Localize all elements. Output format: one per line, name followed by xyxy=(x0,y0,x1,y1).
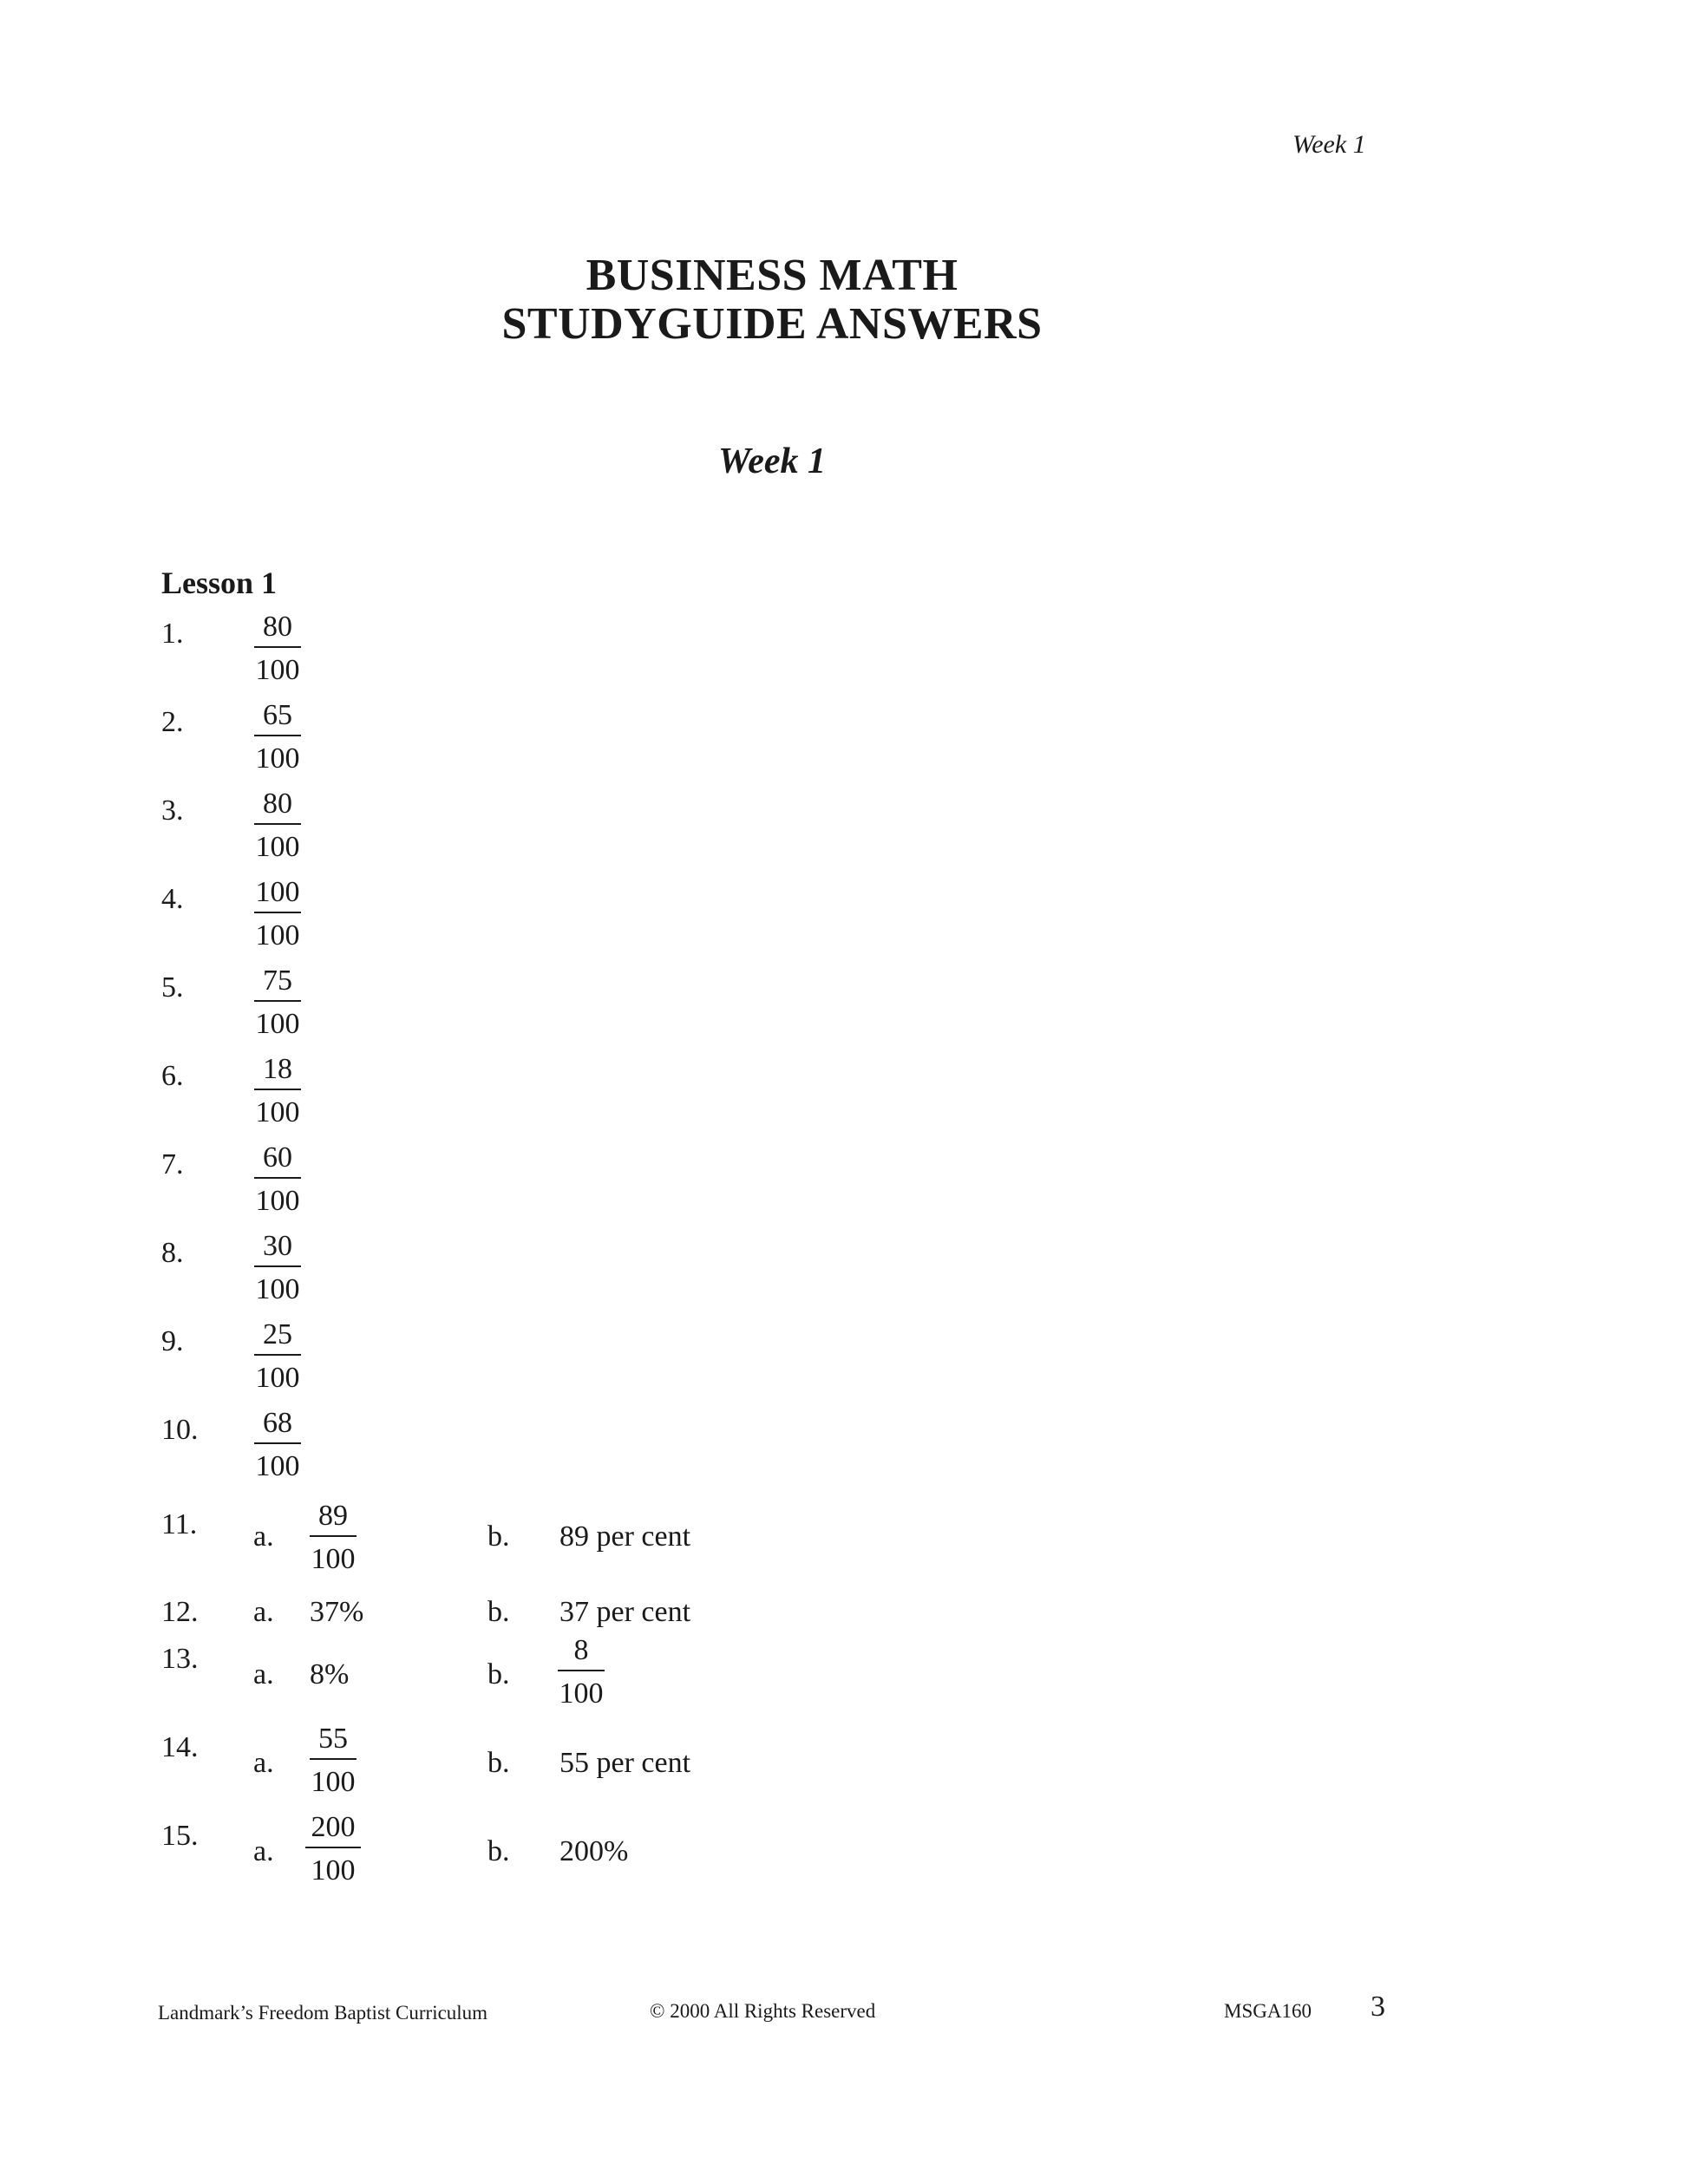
answer-fraction xyxy=(254,787,301,865)
fraction-numerator: 25 xyxy=(263,1318,292,1350)
answer-fraction xyxy=(254,1052,301,1130)
answer-fraction xyxy=(254,610,301,688)
answer-number: 2. xyxy=(161,706,184,738)
part-a-label: a. xyxy=(253,1520,274,1553)
answer-number: 15. xyxy=(161,1820,199,1852)
answer-number: 9. xyxy=(161,1325,184,1357)
footer-curriculum: Landmark’s Freedom Baptist Curriculum xyxy=(158,2002,488,2024)
fraction-numerator: 8 xyxy=(573,1634,589,1666)
part-a-fraction xyxy=(310,1499,357,1577)
part-a-answer: 37% xyxy=(310,1596,364,1628)
page-title-line-1: BUSINESS MATH xyxy=(586,251,958,300)
fraction-numerator: 89 xyxy=(318,1500,348,1532)
fraction-bar xyxy=(254,1000,301,1002)
answer-number: 13. xyxy=(161,1643,199,1675)
fraction-denominator: 100 xyxy=(559,1677,604,1710)
answer-fraction xyxy=(254,1318,301,1396)
fraction-numerator: 80 xyxy=(263,611,292,643)
part-a-label: a. xyxy=(253,1596,274,1628)
part-b-label: b. xyxy=(487,1520,510,1553)
answer-number: 8. xyxy=(161,1237,184,1269)
answer-fraction xyxy=(254,1229,301,1307)
answer-number: 4. xyxy=(161,883,184,915)
fraction-bar xyxy=(254,1089,301,1090)
answer-number: 11. xyxy=(161,1508,198,1540)
fraction-denominator: 100 xyxy=(255,1185,300,1217)
answer-fraction xyxy=(254,875,301,953)
footer-code: MSGA160 xyxy=(1224,2000,1312,2022)
fraction-numerator: 68 xyxy=(263,1407,292,1439)
week-heading: Week 1 xyxy=(717,441,826,481)
footer-copyright: © 2000 All Rights Reserved xyxy=(650,2000,876,2022)
fraction-bar xyxy=(305,1847,361,1848)
lesson-heading: Lesson 1 xyxy=(161,566,278,600)
fraction-numerator: 200 xyxy=(311,1811,356,1843)
part-b-answer: 89 per cent xyxy=(559,1520,691,1553)
answer-number: 12. xyxy=(161,1596,199,1628)
answer-number: 3. xyxy=(161,794,184,827)
fraction-bar xyxy=(254,735,301,736)
part-b-answer: 200% xyxy=(559,1835,629,1867)
answer-number: 10. xyxy=(161,1414,199,1446)
fraction-bar xyxy=(254,912,301,913)
page-title-line-2: STUDYGUIDE ANSWERS xyxy=(501,299,1043,349)
part-b-label: b. xyxy=(487,1596,510,1628)
part-b-answer: 55 per cent xyxy=(559,1747,691,1779)
page-number: 3 xyxy=(1371,1991,1385,2023)
part-b-label: b. xyxy=(487,1747,510,1779)
fraction-numerator: 75 xyxy=(263,964,292,997)
fraction-denominator: 100 xyxy=(255,742,300,775)
answer-number: 1. xyxy=(161,618,184,650)
fraction-denominator: 100 xyxy=(255,1273,300,1305)
part-a-answer: 8% xyxy=(310,1658,350,1690)
part-a-label: a. xyxy=(253,1747,274,1779)
fraction-numerator: 60 xyxy=(263,1141,292,1174)
fraction-denominator: 100 xyxy=(255,654,300,686)
fraction-denominator: 100 xyxy=(255,1096,300,1128)
fraction-numerator: 18 xyxy=(263,1053,292,1085)
part-a-label: a. xyxy=(253,1658,274,1690)
answer-number: 14. xyxy=(161,1731,199,1763)
answer-fraction xyxy=(254,964,301,1042)
fraction-denominator: 100 xyxy=(311,1854,356,1886)
fraction-bar xyxy=(254,1177,301,1179)
answer-number: 7. xyxy=(161,1148,184,1180)
running-head: Week 1 xyxy=(1292,130,1366,159)
part-a-fraction xyxy=(305,1810,361,1888)
fraction-denominator: 100 xyxy=(311,1766,356,1798)
fraction-bar xyxy=(254,646,301,648)
fraction-bar xyxy=(254,1442,301,1444)
fraction-bar xyxy=(254,1354,301,1356)
answer-number: 6. xyxy=(161,1060,184,1092)
fraction-numerator: 55 xyxy=(318,1723,348,1755)
fraction-bar xyxy=(254,1265,301,1267)
answer-fraction xyxy=(254,698,301,776)
part-a-fraction xyxy=(310,1722,357,1800)
fraction-bar xyxy=(254,823,301,825)
fraction-denominator: 100 xyxy=(255,1362,300,1394)
fraction-denominator: 100 xyxy=(255,1008,300,1040)
fraction-denominator: 100 xyxy=(255,919,300,951)
fraction-numerator: 80 xyxy=(263,788,292,820)
fraction-denominator: 100 xyxy=(255,831,300,863)
part-a-label: a. xyxy=(253,1835,274,1867)
answer-fraction xyxy=(254,1406,301,1484)
fraction-denominator: 100 xyxy=(311,1543,356,1575)
fraction-bar xyxy=(310,1758,357,1760)
answer-fraction xyxy=(254,1141,301,1219)
fraction-bar xyxy=(558,1670,605,1671)
part-b-fraction xyxy=(558,1633,605,1711)
answer-number: 5. xyxy=(161,971,184,1004)
fraction-numerator: 100 xyxy=(255,876,300,908)
part-b-label: b. xyxy=(487,1658,510,1690)
fraction-denominator: 100 xyxy=(255,1450,300,1482)
fraction-bar xyxy=(310,1535,357,1537)
part-b-answer: 37 per cent xyxy=(559,1596,691,1628)
fraction-numerator: 65 xyxy=(263,699,292,731)
part-b-label: b. xyxy=(487,1835,510,1867)
fraction-numerator: 30 xyxy=(263,1230,292,1262)
